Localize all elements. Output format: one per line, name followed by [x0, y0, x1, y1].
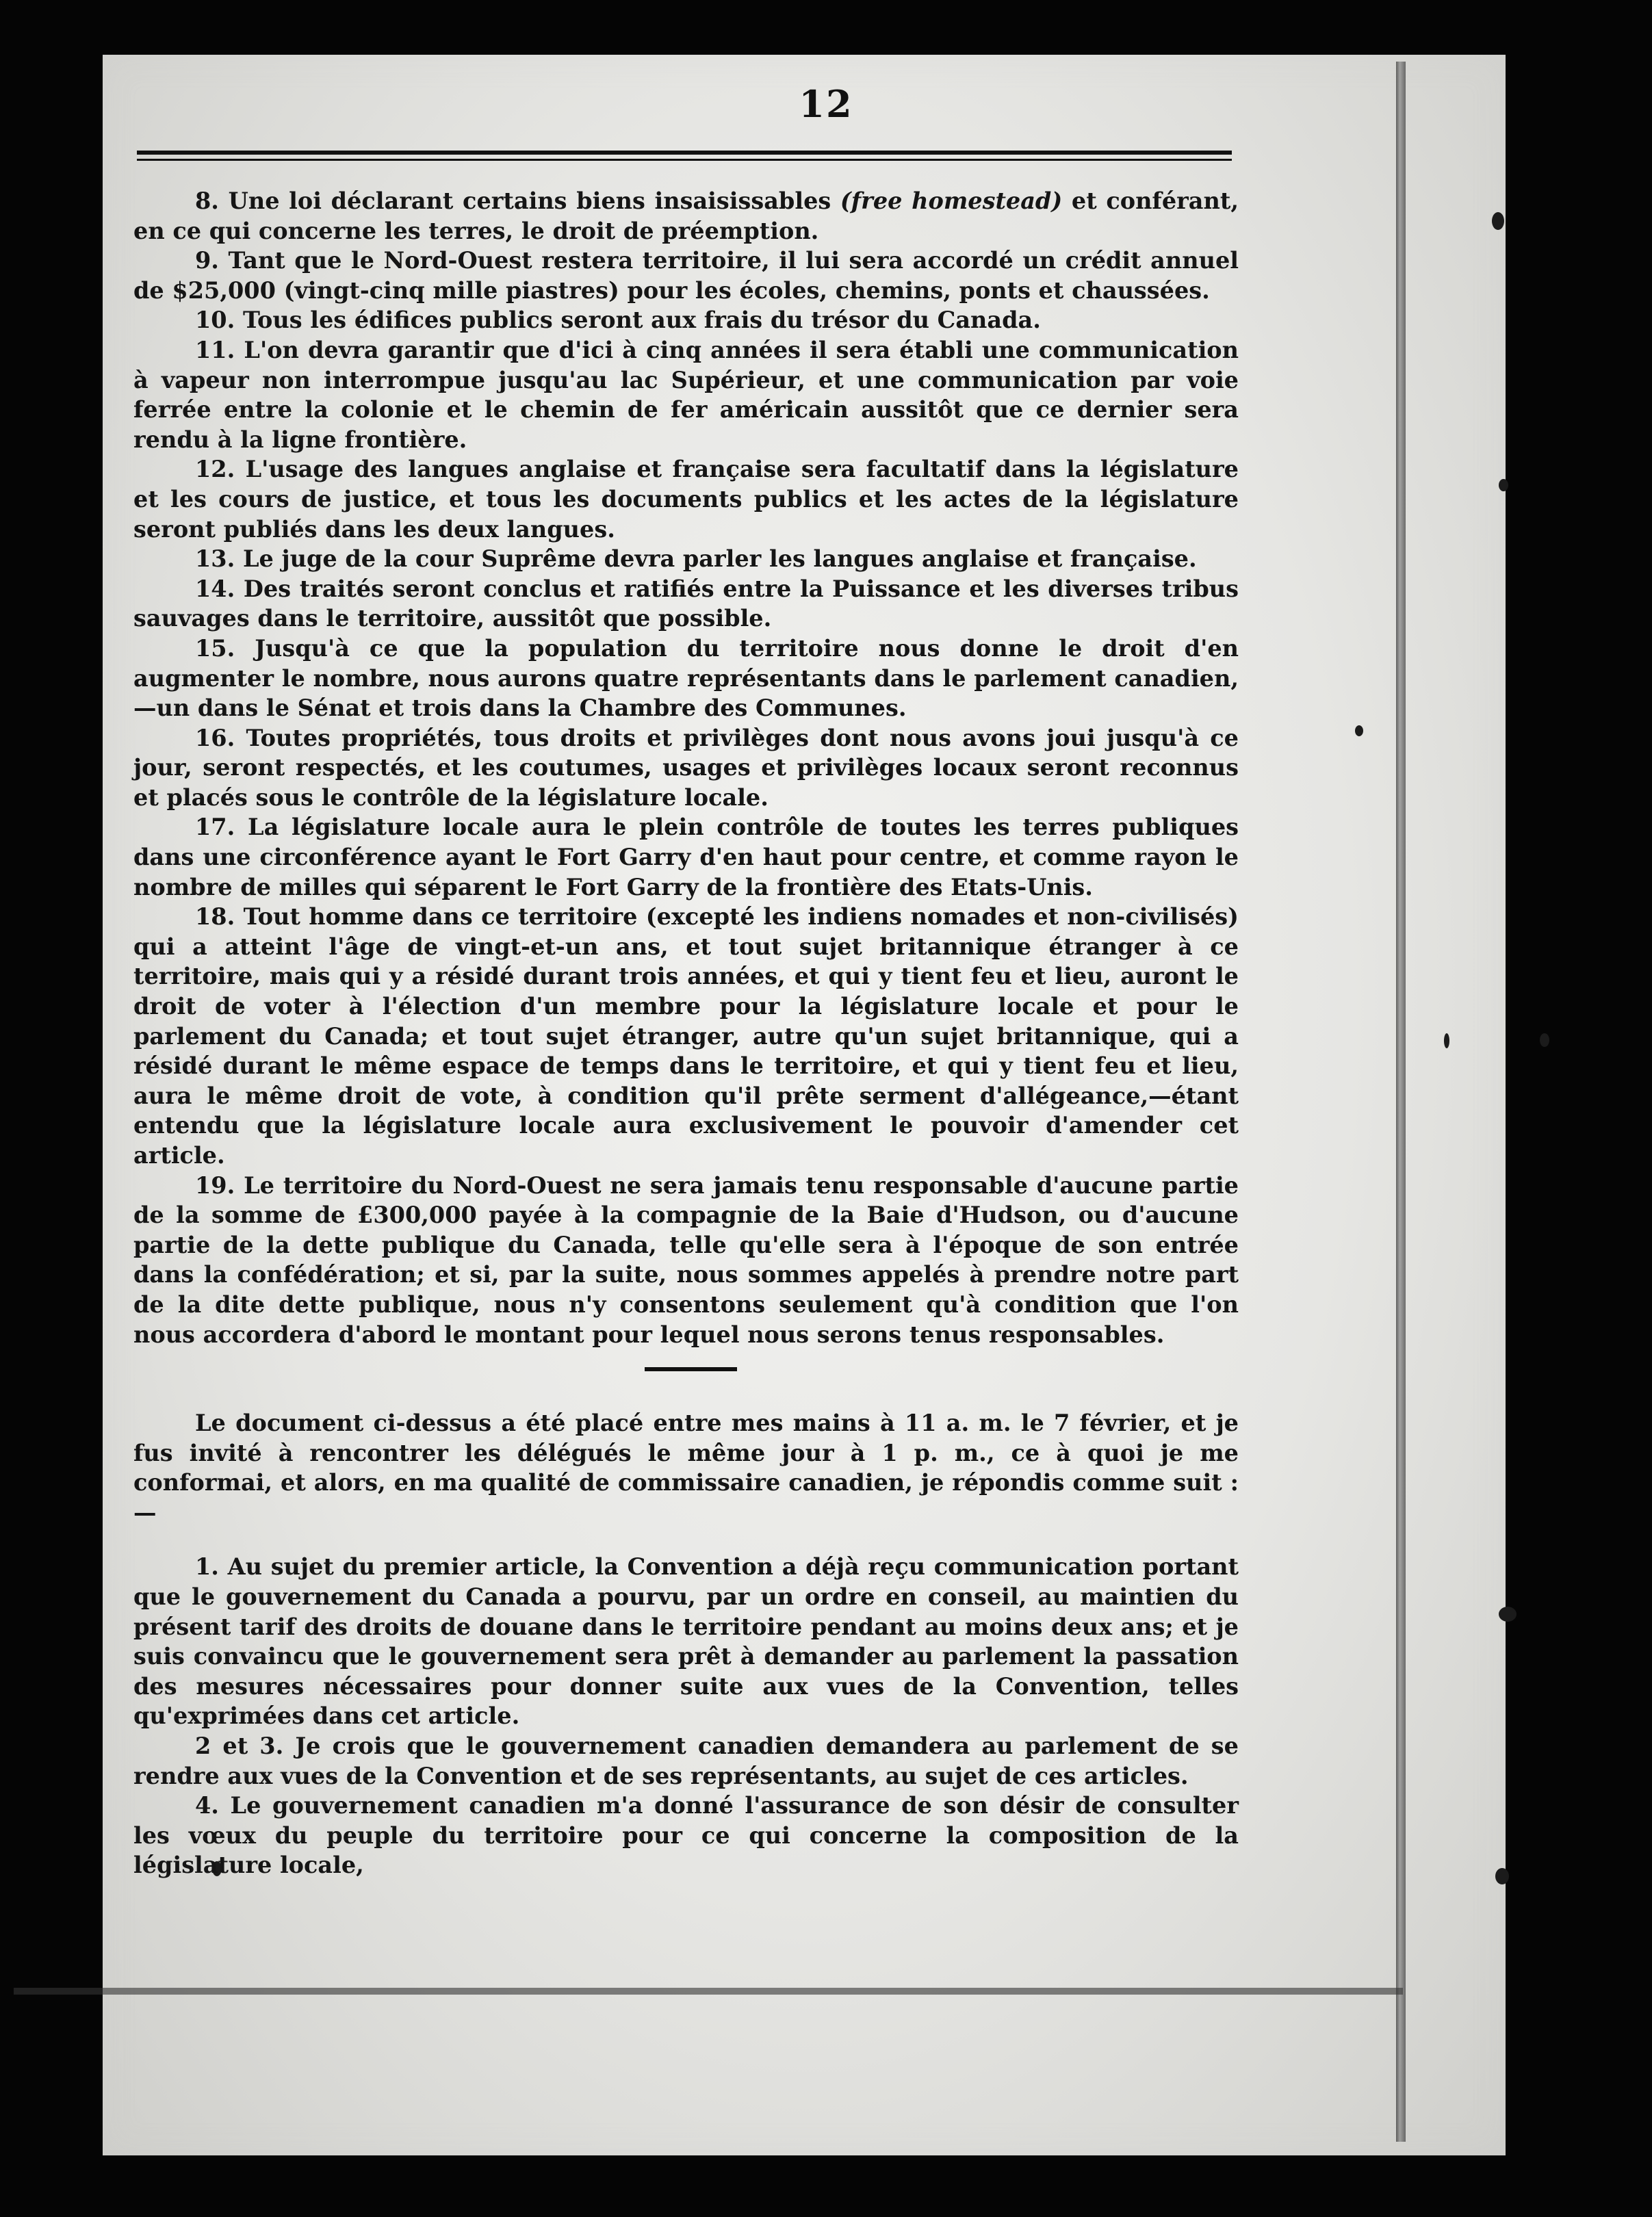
- binding-edge: [1396, 62, 1406, 2142]
- scan-speck: [1492, 212, 1504, 230]
- article-16: 16. Toutes propriétés, tous droits et privilèges dont nous avons joui jusqu'à ce jour, seront respectés, et les coutumes, usages et privilèges locaux seront reconnus et placés sous le contrôle de la législature locale.: [133, 724, 1239, 811]
- article-18: 18. Tout homme dans ce territoire (excepté les indiens nomades et non-civilisés) qui a atteint l'âge de vingt-et-un ans, et tout sujet britannique étranger à ce territoire, mais qui y a résidé durant trois années, et qui y tient feu et lieu, auront le droit de voter à l'élection d'un membre pour la législature locale et pour le parlement du Canada; et tout sujet étranger, autre qu'un sujet britannique, qui a résidé durant le même espace de temps dans le territoire, et qui y tient feu et lieu, aura le même droit de vote, à condition qu'il prête serment d'allégeance,—étant entendu que la législature locale aura exclusivement le pouvoir d'amender cet article.: [133, 903, 1239, 1169]
- article-9: 9. Tant que le Nord-Ouest restera territoire, il lui sera accordé un crédit annuel de $25,000 (vingt-cinq mille piastres) pour les écoles, chemins, ponts et chaussées.: [133, 247, 1239, 304]
- response-intro: Le document ci-dessus a été placé entre mes mains à 11 a. m. le 7 février, et je fus invité à rencontrer les délégués le même jour à 1 p. m., ce à quoi je me conformai, et alors, en ma qualité de commissaire canadien, je répondis comme suit :—: [133, 1410, 1239, 1526]
- article-13: 13. Le juge de la cour Suprême devra parler les langues anglaise et française.: [195, 545, 1197, 573]
- response-item-4: 4. Le gouvernement canadien m'a donné l'assurance de son désir de consulter les vœux du peuple du territoire pour ce qui concerne la composition de la législature locale,: [133, 1792, 1239, 1879]
- scan-speck: [1499, 1607, 1517, 1622]
- bottom-edge-shadow: [14, 1988, 1403, 1995]
- article-12: 12. L'usage des langues anglaise et française sera facultatif dans la législature et les cours de justice, et tous les documents publics et les actes de la législature seront publiés dans les deux langues.: [133, 456, 1239, 543]
- article-14: 14. Des traités seront conclus et ratifiés entre la Puissance et les diverses tribus sauvages dans le territoire, aussitôt que possible.: [133, 575, 1239, 632]
- page-number: 12: [799, 82, 853, 126]
- section-separator: [645, 1367, 737, 1371]
- header-rule-thick: [137, 151, 1232, 155]
- scan-speck: [1499, 479, 1508, 491]
- article-10: 10. Tous les édifices publics seront aux frais du trésor du Canada.: [195, 307, 1041, 334]
- article-8: 8. Une loi déclarant certains biens insaisissables (free homestead) et conférant, en ce qui concerne les terres, le droit de préemption.: [133, 187, 1239, 244]
- scan-speck: [1355, 725, 1363, 736]
- commissioner-response: [133, 1408, 1239, 1880]
- article-17: 17. La législature locale aura le plein contrôle de toutes les terres publiques dans une circonférence ayant le Fort Garry d'en haut pour centre, et comme rayon le nombre de milles qui séparent le Fort Garry de la frontière des Etats-Unis.: [133, 814, 1239, 900]
- articles-list: [133, 186, 1239, 1349]
- scan-speck: [1540, 1033, 1549, 1047]
- scan-speck: [1495, 1868, 1509, 1884]
- response-item-1: 1. Au sujet du premier article, la Convention a déjà reçu communication portant que le gouvernement du Canada a pourvu, par un ordre en conseil, au maintien du présent tarif des droits de douane dans le territoire pendant au moins deux ans; et je suis convaincu que le gouvernement sera prêt à demander au parlement la passation des mesures nécessaires pour donner suite aux vues de la Convention, telles qu'exprimées dans cet article.: [133, 1553, 1239, 1730]
- article-15: 15. Jusqu'à ce que la population du territoire nous donne le droit d'en augmenter le nombre, nous aurons quatre représentants dans le parlement canadien,—un dans le Sénat et trois dans la Chambre des Communes.: [133, 634, 1239, 722]
- scan-speck: [1444, 1033, 1449, 1048]
- article-11: 11. L'on devra garantir que d'ici à cinq années il sera établi une communication à vapeur non interrompue jusqu'au lac Supérieur, et une communication par voie ferrée entre la colonie et le chemin de fer américain aussitôt que ce dernier sera rendu à la ligne frontière.: [133, 336, 1239, 453]
- response-item-2-3: 2 et 3. Je crois que le gouvernement canadien demandera au parlement de se rendre aux vues de la Convention et de ses représentants, au sujet de ces articles.: [133, 1732, 1239, 1789]
- header-rule-thin: [137, 159, 1232, 161]
- article-8-emphasis: (free homestead): [840, 187, 1063, 214]
- article-19: 19. Le territoire du Nord-Ouest ne sera jamais tenu responsable d'aucune partie de la somme de £300,000 payée à la compagnie de la Baie d'Hudson, ou d'aucune partie de la dette publique du Canada, telle qu'elle sera à l'époque de son entrée dans la confédération; et si, par la suite, nous sommes appelés à prendre notre part de la dite dette publique, nous n'y consentons seulement qu'à condition que l'on nous accordera d'abord le montant pour lequel nous serons tenus responsables.: [133, 1171, 1239, 1348]
